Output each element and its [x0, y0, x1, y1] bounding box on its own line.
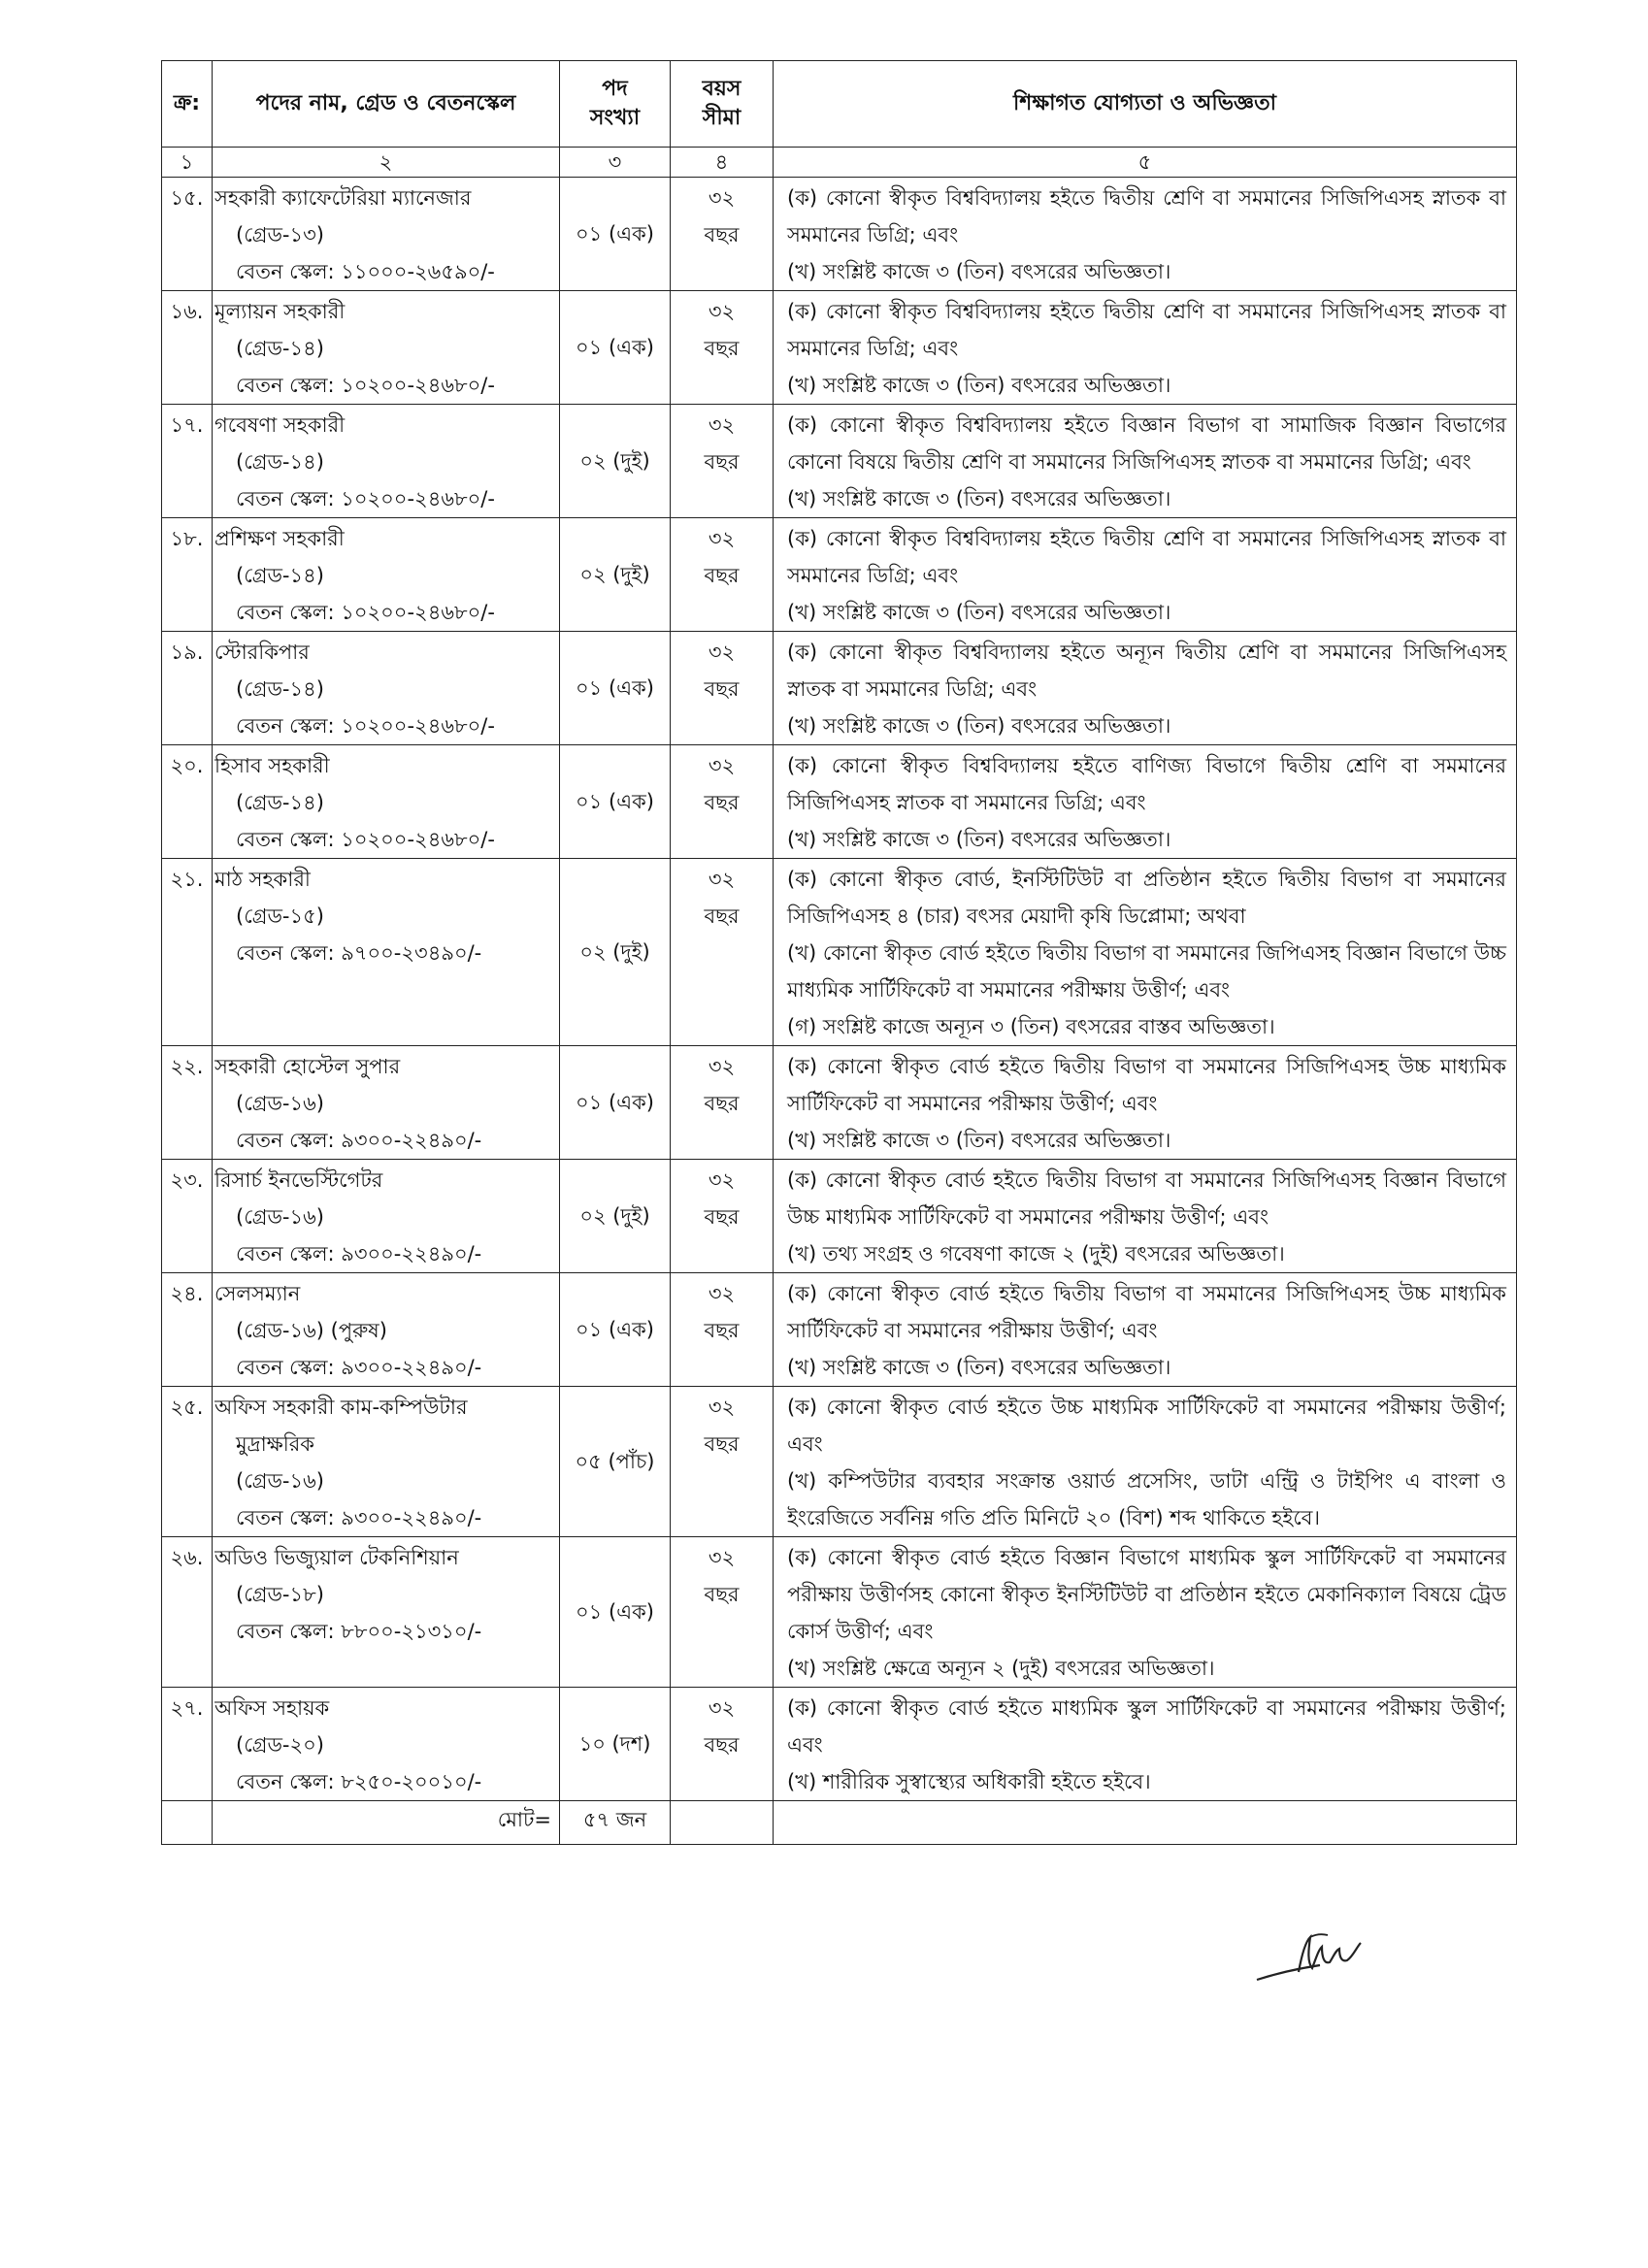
post-detail: (গ্রেড-১৬) — [236, 1092, 324, 1115]
age-line: ৩২ — [708, 186, 736, 210]
row-qualification — [774, 291, 1517, 405]
row-age-limit — [671, 859, 774, 1046]
row-qualification — [774, 178, 1517, 291]
row-serial: ২৭. — [162, 1688, 213, 1801]
post-detail: (গ্রেড-১৮) — [236, 1583, 324, 1606]
row-post — [213, 518, 560, 632]
qualification-clause: (ক) কোনো স্বীকৃত বিশ্ববিদ্যালয় হইতে বাণিজ্য বিভাগে দ্বিতীয় শ্রেণি বা সমমানের সিজিপিএসহ স্নাতক বা সমমানের ডিগ্রি; এবং — [787, 754, 1506, 814]
row-serial: ২৫. — [162, 1387, 213, 1537]
post-detail: বেতন স্কেল: ১০২০০-২৪৬৮০/- — [236, 487, 495, 510]
table-row — [162, 1160, 1517, 1273]
header-age — [671, 61, 774, 148]
table-row — [162, 518, 1517, 632]
header-row — [162, 61, 1517, 148]
row-serial: ২২. — [162, 1046, 213, 1160]
table-body — [162, 178, 1517, 1801]
post-name: প্রশিক্ষণ সহকারী — [214, 527, 345, 550]
row-age-limit — [671, 1273, 774, 1387]
row-qualification — [774, 1387, 1517, 1537]
header-age-line: সীমা — [702, 106, 742, 130]
post-detail: বেতন স্কেল: ১০২০০-২৪৬৮০/- — [236, 601, 495, 624]
row-serial: ২৪. — [162, 1273, 213, 1387]
table-row — [162, 178, 1517, 291]
table-row — [162, 1688, 1517, 1801]
qualification-clause: (খ) শারীরিক সুস্বাস্থ্যের অধিকারী হইতে হইবে। — [787, 1770, 1151, 1793]
signature-mark — [1252, 1912, 1388, 1999]
post-detail: বেতন স্কেল: ৯৩০০-২২৪৯০/- — [236, 1242, 482, 1265]
column-number: ২ — [213, 148, 560, 178]
row-post-count: ০১ (এক) — [560, 1537, 671, 1688]
post-name: স্টোরকিপার — [214, 641, 310, 664]
table-row — [162, 745, 1517, 859]
post-detail: (গ্রেড-১৪) — [236, 564, 324, 587]
row-post-count: ০২ (দুই) — [560, 1160, 671, 1273]
qualification-clause: (খ) সংশ্লিষ্ট ক্ষেত্রে অন্যূন ২ (দুই) বৎসরের অভিজ্ঞতা। — [787, 1657, 1215, 1680]
header-post: পদের নাম, গ্রেড ও বেতনস্কেল — [213, 61, 560, 148]
row-age-limit — [671, 632, 774, 745]
post-detail: বেতন স্কেল: ৮৮০০-২১৩১০/- — [236, 1620, 482, 1643]
row-age-limit — [671, 1046, 774, 1160]
row-post — [213, 1160, 560, 1273]
age-line: ৩২ — [708, 1168, 736, 1192]
row-serial: ২১. — [162, 859, 213, 1046]
age-line: ৩২ — [708, 1055, 736, 1078]
age-line: ৩২ — [708, 868, 736, 891]
row-age-limit — [671, 1537, 774, 1688]
qualification-clause: (ক) কোনো স্বীকৃত বোর্ড, ইনস্টিটিউট বা প্রতিষ্ঠান হইতে দ্বিতীয় বিভাগ বা সমমানের সিজিপিএসহ ৪ (চার) বৎসর মেয়াদী কৃষি ডিপ্লোমা; অথবা — [787, 868, 1506, 928]
age-line: ৩২ — [708, 754, 736, 777]
post-name: অফিস সহায়ক — [214, 1696, 330, 1720]
row-qualification — [774, 405, 1517, 518]
row-serial: ১৯. — [162, 632, 213, 745]
post-detail: বেতন স্কেল: ৯৭০০-২৩৪৯০/- — [236, 941, 482, 965]
row-qualification — [774, 1688, 1517, 1801]
table-row — [162, 291, 1517, 405]
age-line: ৩২ — [708, 1282, 736, 1305]
post-detail: (গ্রেড-১৪) — [236, 791, 324, 814]
total-blank — [774, 1801, 1517, 1845]
table-row — [162, 1387, 1517, 1537]
qualification-clause: (ক) কোনো স্বীকৃত বিশ্ববিদ্যালয় হইতে দ্বিতীয় শ্রেণি বা সমমানের সিজিপিএসহ স্নাতক বা সমমানের ডিগ্রি; এবং — [787, 186, 1506, 247]
row-serial: ১৭. — [162, 405, 213, 518]
row-post-count: ০১ (এক) — [560, 632, 671, 745]
header-age-line: বয়স — [702, 77, 742, 101]
column-number: ১ — [162, 148, 213, 178]
age-line: বছর — [704, 677, 740, 701]
qualification-clause: (ক) কোনো স্বীকৃত বিশ্ববিদ্যালয় হইতে দ্বিতীয় শ্রেণি বা সমমানের সিজিপিএসহ স্নাতক বা সমমানের ডিগ্রি; এবং — [787, 527, 1506, 587]
post-detail: বেতন স্কেল: ৯৩০০-২২৪৯০/- — [236, 1506, 482, 1529]
row-age-limit — [671, 1160, 774, 1273]
age-line: বছর — [704, 223, 740, 247]
header-serial: ক্র: — [162, 61, 213, 148]
row-qualification — [774, 632, 1517, 745]
post-detail: (গ্রেড-২০) — [236, 1733, 324, 1757]
age-line: বছর — [704, 564, 740, 587]
row-post-count: ০১ (এক) — [560, 291, 671, 405]
row-qualification — [774, 1537, 1517, 1688]
age-line: ৩২ — [708, 300, 736, 323]
column-number: ৫ — [774, 148, 1517, 178]
row-post-count: ০১ (এক) — [560, 745, 671, 859]
post-name: সহকারী ক্যাফেটেরিয়া ম্যানেজার — [214, 186, 472, 210]
post-detail: বেতন স্কেল: ৮২৫০-২০০১০/- — [236, 1770, 482, 1793]
total-label: মোট= — [213, 1801, 560, 1845]
row-serial: ১৬. — [162, 291, 213, 405]
qualification-clause: (খ) সংশ্লিষ্ট কাজে ৩ (তিন) বৎসরের অভিজ্ঞতা। — [787, 487, 1171, 510]
row-post — [213, 745, 560, 859]
row-qualification — [774, 1046, 1517, 1160]
row-qualification — [774, 859, 1517, 1046]
post-name: সহকারী হোস্টেল সুপার — [214, 1055, 401, 1078]
row-age-limit — [671, 291, 774, 405]
row-age-limit — [671, 1688, 774, 1801]
post-detail: বেতন স্কেল: ৯৩০০-২২৪৯০/- — [236, 1129, 482, 1152]
age-line: বছর — [704, 337, 740, 360]
row-serial: ২৩. — [162, 1160, 213, 1273]
post-name: মাঠ সহকারী — [214, 868, 311, 891]
age-line: বছর — [704, 1432, 740, 1456]
post-name: মূল্যায়ন সহকারী — [214, 300, 346, 323]
row-post — [213, 632, 560, 745]
post-detail: (গ্রেড-১৬) — [236, 1205, 324, 1229]
post-name: গবেষণা সহকারী — [214, 413, 346, 437]
row-serial: ১৮. — [162, 518, 213, 632]
qualification-clause: (গ) সংশ্লিষ্ট কাজে অন্যূন ৩ (তিন) বৎসরের বাস্তব অভিজ্ঞতা। — [787, 1015, 1275, 1038]
qualification-clause: (ক) কোনো স্বীকৃত বোর্ড হইতে দ্বিতীয় বিভাগ বা সমমানের সিজিপিএসহ বিজ্ঞান বিভাগে উচ্চ মাধ্যমিক সার্টিফিকেট বা সমমানের পরীক্ষায় উত্তীর্ণ; এবং — [787, 1168, 1506, 1229]
post-detail: বেতন স্কেল: ১০২০০-২৪৬৮০/- — [236, 374, 495, 397]
row-qualification — [774, 1273, 1517, 1387]
post-detail: (গ্রেড-১৪) — [236, 337, 324, 360]
qualification-clause: (খ) সংশ্লিষ্ট কাজে ৩ (তিন) বৎসরের অভিজ্ঞতা। — [787, 828, 1171, 851]
row-post-count: ০৫ (পাঁচ) — [560, 1387, 671, 1537]
qualification-clause: (খ) সংশ্লিষ্ট কাজে ৩ (তিন) বৎসরের অভিজ্ঞতা। — [787, 1129, 1171, 1152]
age-line: ৩২ — [708, 1696, 736, 1720]
age-line: বছর — [704, 904, 740, 928]
header-count-line: পদ — [602, 77, 628, 101]
table-row — [162, 1537, 1517, 1688]
qualification-clause: (খ) সংশ্লিষ্ট কাজে ৩ (তিন) বৎসরের অভিজ্ঞতা। — [787, 260, 1171, 283]
table-row — [162, 1273, 1517, 1387]
post-detail: বেতন স্কেল: ১১০০০-২৬৫৯০/- — [236, 260, 495, 283]
row-post — [213, 1537, 560, 1688]
row-post-count: ০২ (দুই) — [560, 405, 671, 518]
post-name: হিসাব সহকারী — [214, 754, 330, 777]
qualification-clause: (ক) কোনো স্বীকৃত বিশ্ববিদ্যালয় হইতে বিজ্ঞান বিভাগ বা সামাজিক বিজ্ঞান বিভাগের কোনো বিষয়ে দ্বিতীয় শ্রেণি বা সমমানের সিজিপিএসহ স্নাতক বা সমমানের ডিগ্রি; এবং — [787, 413, 1506, 474]
row-post-count: ০১ (এক) — [560, 178, 671, 291]
post-detail: (গ্রেড-১৬) — [236, 1469, 324, 1493]
qualification-clause: (খ) সংশ্লিষ্ট কাজে ৩ (তিন) বৎসরের অভিজ্ঞতা। — [787, 374, 1171, 397]
qualification-clause: (খ) কম্পিউটার ব্যবহার সংক্রান্ত ওয়ার্ড প্রসেসিং, ডাটা এন্ট্রি ও টাইপিং এ বাংলা ও ইংরেজিতে সর্বনিম্ন গতি প্রতি মিনিটে ২০ (বিশ) শব্দ থাকিতে হইবে। — [787, 1469, 1506, 1529]
total-blank — [162, 1801, 213, 1845]
age-line: ৩২ — [708, 1546, 736, 1569]
total-value: ৫৭ জন — [560, 1801, 671, 1845]
row-post — [213, 1688, 560, 1801]
row-age-limit — [671, 178, 774, 291]
post-detail: মুদ্রাক্ষরিক — [236, 1432, 314, 1456]
qualification-clause: (ক) কোনো স্বীকৃত বোর্ড হইতে বিজ্ঞান বিভাগে মাধ্যমিক স্কুল সার্টিফিকেট বা সমমানের পরীক্ষায় উত্তীর্ণসহ কোনো স্বীকৃত ইনস্টিটিউট বা প্রতিষ্ঠান হইতে মেকানিক্যাল বিষয়ে ট্রেড কোর্স উত্তীর্ণ; এবং — [787, 1546, 1506, 1643]
row-serial: ১৫. — [162, 178, 213, 291]
age-line: বছর — [704, 450, 740, 474]
row-post — [213, 291, 560, 405]
row-age-limit — [671, 1387, 774, 1537]
row-post-count: ০১ (এক) — [560, 1273, 671, 1387]
qualification-clause: (খ) সংশ্লিষ্ট কাজে ৩ (তিন) বৎসরের অভিজ্ঞতা। — [787, 714, 1171, 738]
row-qualification — [774, 1160, 1517, 1273]
row-post-count: ০১ (এক) — [560, 1046, 671, 1160]
header-count — [560, 61, 671, 148]
post-detail: (গ্রেড-১৪) — [236, 677, 324, 701]
age-line: ৩২ — [708, 413, 736, 437]
row-age-limit — [671, 518, 774, 632]
qualification-clause: (খ) তথ্য সংগ্রহ ও গবেষণা কাজে ২ (দুই) বৎসরের অভিজ্ঞতা। — [787, 1242, 1285, 1265]
row-serial: ২০. — [162, 745, 213, 859]
table-row — [162, 1046, 1517, 1160]
row-post — [213, 178, 560, 291]
post-detail: (গ্রেড-১৬) (পুরুষ) — [236, 1319, 387, 1342]
row-post — [213, 1273, 560, 1387]
row-post-count: ১০ (দশ) — [560, 1688, 671, 1801]
age-line: বছর — [704, 791, 740, 814]
qualification-clause: (খ) কোনো স্বীকৃত বোর্ড হইতে দ্বিতীয় বিভাগ বা সমমানের জিপিএসহ বিজ্ঞান বিভাগে উচ্চ মাধ্যমিক সার্টিফিকেট বা সমমানের পরীক্ষায় উত্তীর্ণ; এবং — [787, 941, 1506, 1002]
column-number-row — [162, 148, 1517, 178]
row-post — [213, 1046, 560, 1160]
row-post — [213, 405, 560, 518]
post-detail: (গ্রেড-১৫) — [236, 904, 324, 928]
row-qualification — [774, 745, 1517, 859]
row-age-limit — [671, 745, 774, 859]
column-number: ৪ — [671, 148, 774, 178]
qualification-clause: (ক) কোনো স্বীকৃত বিশ্ববিদ্যালয় হইতে দ্বিতীয় শ্রেণি বা সমমানের সিজিপিএসহ স্নাতক বা সমমানের ডিগ্রি; এবং — [787, 300, 1506, 360]
table-row — [162, 859, 1517, 1046]
row-post-count: ০২ (দুই) — [560, 859, 671, 1046]
header-qualification: শিক্ষাগত যোগ্যতা ও অভিজ্ঞতা — [774, 61, 1517, 148]
qualification-clause: (খ) সংশ্লিষ্ট কাজে ৩ (তিন) বৎসরের অভিজ্ঞতা। — [787, 1356, 1171, 1379]
qualification-clause: (ক) কোনো স্বীকৃত বোর্ড হইতে দ্বিতীয় বিভাগ বা সমমানের সিজিপিএসহ উচ্চ মাধ্যমিক সার্টিফিকেট বা সমমানের পরীক্ষায় উত্তীর্ণ; এবং — [787, 1055, 1506, 1115]
row-post — [213, 859, 560, 1046]
post-name: অডিও ভিজ্যুয়াল টেকনিশিয়ান — [214, 1546, 459, 1569]
post-detail: বেতন স্কেল: ১০২০০-২৪৬৮০/- — [236, 828, 495, 851]
age-line: বছর — [704, 1205, 740, 1229]
row-post-count: ০২ (দুই) — [560, 518, 671, 632]
age-line: ৩২ — [708, 641, 736, 664]
post-detail: (গ্রেড-১৩) — [236, 223, 324, 247]
recruitment-table — [161, 60, 1517, 1845]
post-detail: (গ্রেড-১৪) — [236, 450, 324, 474]
row-serial: ২৬. — [162, 1537, 213, 1688]
qualification-clause: (ক) কোনো স্বীকৃত বিশ্ববিদ্যালয় হইতে অন্যূন দ্বিতীয় শ্রেণি বা সমমানের সিজিপিএসহ স্নাতক বা সমমানের ডিগ্রি; এবং — [787, 641, 1506, 701]
table-row — [162, 405, 1517, 518]
qualification-clause: (খ) সংশ্লিষ্ট কাজে ৩ (তিন) বৎসরের অভিজ্ঞতা। — [787, 601, 1171, 624]
post-name: সেলসম্যান — [214, 1282, 301, 1305]
post-detail: বেতন স্কেল: ১০২০০-২৪৬৮০/- — [236, 714, 495, 738]
post-name: রিসার্চ ইনভেস্টিগেটর — [214, 1168, 383, 1192]
post-detail: বেতন স্কেল: ৯৩০০-২২৪৯০/- — [236, 1356, 482, 1379]
post-name: অফিস সহকারী কাম-কম্পিউটার — [214, 1396, 468, 1419]
total-blank — [671, 1801, 774, 1845]
header-count-line: সংখ্যা — [589, 106, 641, 130]
total-row — [162, 1801, 1517, 1845]
age-line: বছর — [704, 1319, 740, 1342]
age-line: বছর — [704, 1092, 740, 1115]
age-line: বছর — [704, 1733, 740, 1757]
table-row — [162, 632, 1517, 745]
qualification-clause: (ক) কোনো স্বীকৃত বোর্ড হইতে উচ্চ মাধ্যমিক সার্টিফিকেট বা সমমানের পরীক্ষায় উত্তীর্ণ; এবং — [787, 1396, 1506, 1456]
row-qualification — [774, 518, 1517, 632]
qualification-clause: (ক) কোনো স্বীকৃত বোর্ড হইতে মাধ্যমিক স্কুল সার্টিফিকেট বা সমমানের পরীক্ষায় উত্তীর্ণ; এবং — [787, 1696, 1506, 1757]
qualification-clause: (ক) কোনো স্বীকৃত বোর্ড হইতে দ্বিতীয় বিভাগ বা সমমানের সিজিপিএসহ উচ্চ মাধ্যমিক সার্টিফিকেট বা সমমানের পরীক্ষায় উত্তীর্ণ; এবং — [787, 1282, 1506, 1342]
age-line: বছর — [704, 1583, 740, 1606]
column-number: ৩ — [560, 148, 671, 178]
row-post — [213, 1387, 560, 1537]
age-line: ৩২ — [708, 1396, 736, 1419]
row-age-limit — [671, 405, 774, 518]
age-line: ৩২ — [708, 527, 736, 550]
